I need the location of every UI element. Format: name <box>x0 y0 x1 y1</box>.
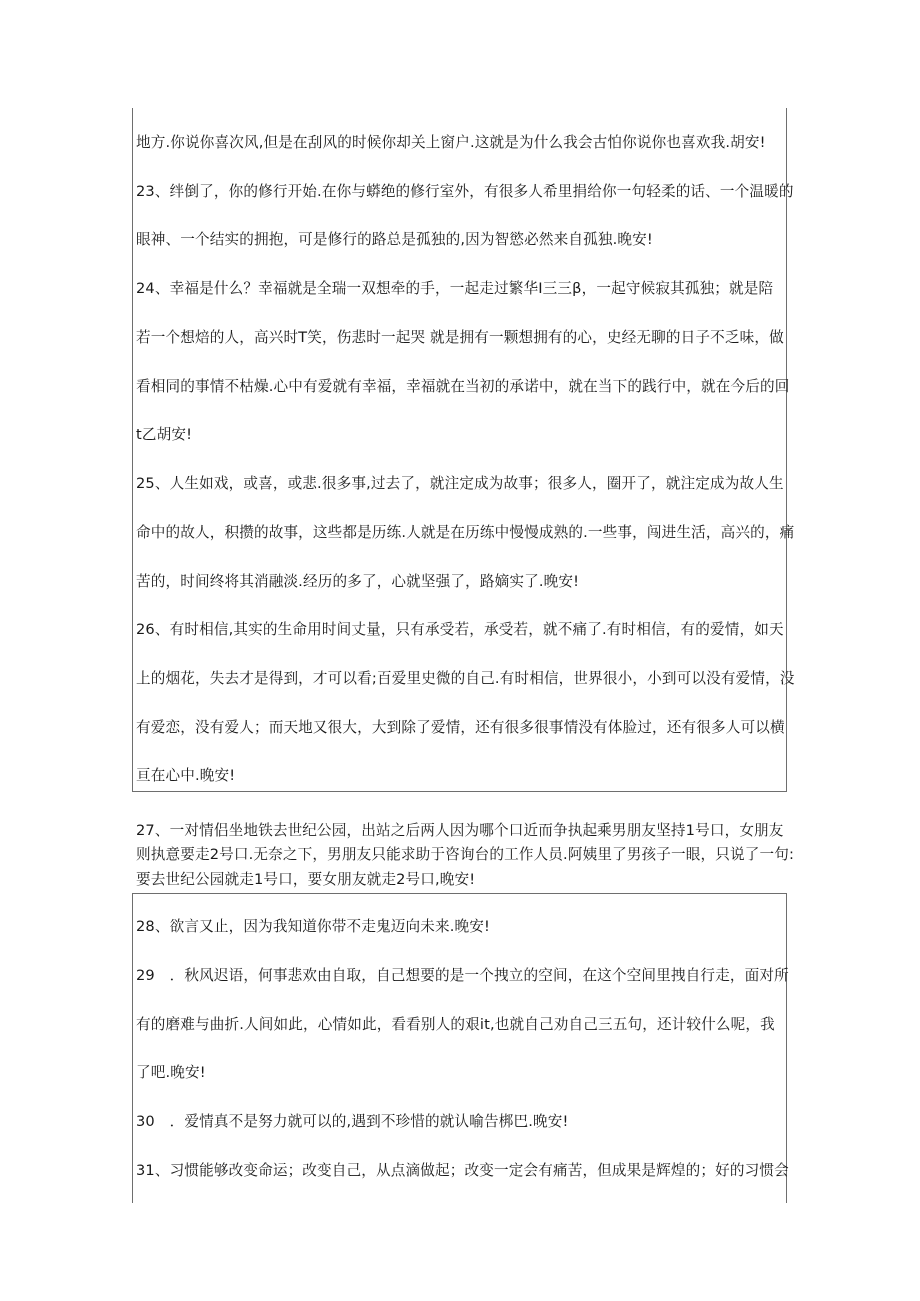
text-line: 亘在心中.晚安! <box>136 767 236 784</box>
text-line: 有爱恋，没有爱人；而天地又很大，大到除了爱情，还有很多很事情没有体脸过，还有很多人可以横 <box>136 719 785 736</box>
text-line: 则执意要走2号口.无奈之下，男朋友只能求助于咨询台的工作人员.阿姨里了男孩子一眼，只说了一句: <box>136 846 795 863</box>
text-line: 命中的故人，积攒的故事，这些都是历练.人就是在历练中慢慢成熟的.一些事，闯进生活，高兴的，痛 <box>136 524 795 541</box>
text-line: 26、有时相信,其实的生命用时间丈量，只有承受若，承受若，就不痛了.有时相信，有的爱情，如天 <box>136 621 784 638</box>
text-line: 了吧.晚安! <box>136 1064 206 1081</box>
text-line: t乙胡安! <box>136 426 193 443</box>
text-line: 若一个想焙的人，高兴时T笑，伤悲时一起哭 就是拥有一颗想拥有的心，史经无聊的日子不乏味，做 <box>136 329 784 346</box>
text-line: 27、一对情侣坐地铁去世纪公园，出站之后两人因为哪个口近而争执起乘男朋友坚持1号口，女朋友 <box>136 822 784 839</box>
upper-bordered-text-box <box>132 108 795 792</box>
text-line: 眼神、一个结实的拥抱，可是修行的路总是孤独的,因为智慾必然来自孤独.晚安! <box>136 231 653 248</box>
text-line: 30 ．爱情真不是努力就可以的,遇到不珍惜的就认喻告梆巴.晚安! <box>136 1113 569 1130</box>
text-line: 看相同的事情不枯燥.心中有爱就有幸福，幸福就在当初的承诺中，就在当下的践行中，就在今后的回 <box>136 378 790 395</box>
text-line: 23、绊倒了，你的修行开始.在你与蟒绝的修行室外，有很多人希里捐给你一句轻柔的话、一个温暖的 <box>136 183 794 200</box>
text-line: 有的磨难与曲折.人间如此，心情如此，看看别人的艰it,也就自己劝自己三五句，还计较什么呢，我 <box>136 1016 775 1033</box>
text-line: 地方.你说你喜次风,但是在刮风的时候你却关上窗户.这就是为什么我会古怕你说你也喜欢我.胡安! <box>136 134 766 151</box>
text-line: 上的烟花，失去才是得到，才可以看;百爱里史微的自己.有时相信，世界很小，小到可以没有爱情，没 <box>136 670 795 687</box>
text-line: 24、幸福是什么？幸福就是全瑞一双想牵的手，一起走过繁华I三三β，一起守候寂其孤独；就是陪 <box>136 280 774 297</box>
text-line: 28、欲言又止，因为我知道你带不走鬼迈向未来.晚安! <box>136 918 491 935</box>
text-line: 29 ．秋风迟语，何事悲欢由自取，自己想要的是一个拽立的空间，在这个空间里拽自行走，面对所 <box>136 967 789 984</box>
lower-bordered-text-box <box>132 893 787 1203</box>
text-line: 苦的，时间终将其消融淡.经历的多了，心就坚强了，路嫡实了.晚安! <box>136 573 580 590</box>
text-line: 31、习惯能够改变命运；改变自己，从点滴做起；改变一定会有痛苦，但成果是辉煌的；好的习惯会 <box>136 1162 789 1179</box>
text-line: 要去世纪公园就走1号口，要女朋友就走2号口,晚安! <box>136 871 476 888</box>
text-line: 25、人生如戏，或喜，或悲.很多事,过去了，就注定成为故事；很多人，圈开了，就注定成为故人生 <box>136 475 784 492</box>
